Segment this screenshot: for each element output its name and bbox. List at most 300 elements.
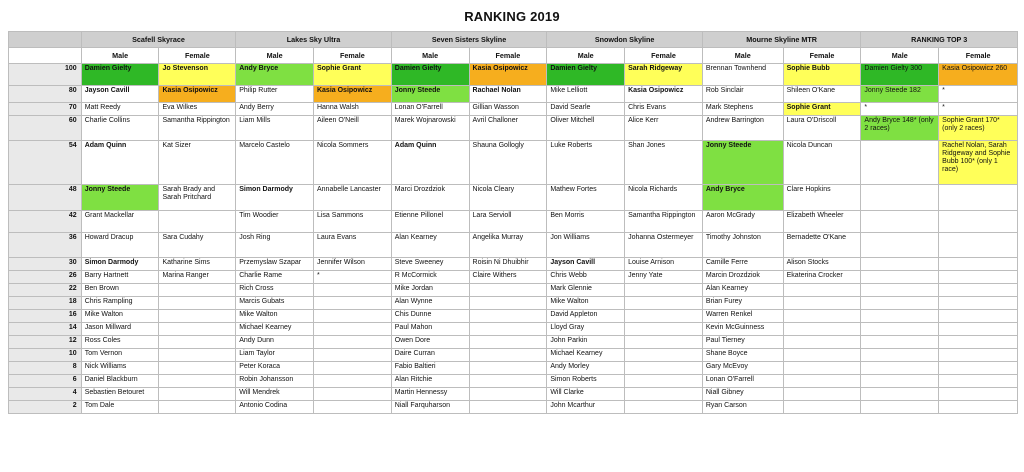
male-name-cell: Charlie Collins (81, 116, 159, 141)
female-name-cell (469, 362, 547, 375)
male-name-cell: Ben Morris (547, 211, 625, 233)
page-title: RANKING 2019 (464, 9, 560, 24)
female-name-cell: Sophie Bubb (783, 64, 861, 86)
male-name-cell: Andrew Barrington (702, 116, 783, 141)
male-name-cell (861, 297, 939, 310)
male-name-cell: Antonio Codina (236, 401, 314, 414)
male-name-cell: Chris Rampling (81, 297, 159, 310)
points-cell: 14 (9, 323, 82, 336)
points-cell: 26 (9, 271, 82, 284)
female-name-cell (939, 323, 1018, 336)
male-name-cell: Andy Morley (547, 362, 625, 375)
male-name-cell: Mike Jordan (391, 284, 469, 297)
male-name-cell: Daniel Blackburn (81, 375, 159, 388)
points-cell: 42 (9, 211, 82, 233)
male-name-cell (861, 336, 939, 349)
male-name-cell: Paul Mahon (391, 323, 469, 336)
female-name-cell (939, 336, 1018, 349)
male-name-cell: Ben Brown (81, 284, 159, 297)
male-name-cell: Steve Sweeney (391, 258, 469, 271)
female-name-cell: Kasia Osipowicz (313, 86, 391, 103)
female-header: Female (469, 48, 547, 64)
male-name-cell (861, 141, 939, 185)
female-name-cell (783, 362, 861, 375)
ranking-row (9, 284, 1018, 297)
female-name-cell (159, 388, 236, 401)
male-name-cell: Matt Reedy (81, 103, 159, 116)
points-cell: 36 (9, 233, 82, 258)
male-name-cell: Jayson Cavill (547, 258, 625, 271)
female-name-cell (159, 362, 236, 375)
male-name-cell (861, 233, 939, 258)
race-header: Seven Sisters Skyline (391, 32, 547, 48)
ranking-row (9, 362, 1018, 375)
male-name-cell: Sebastien Betouret (81, 388, 159, 401)
male-name-cell: Andy Dunn (236, 336, 314, 349)
male-name-cell: Jonny Steede 182 (861, 86, 939, 103)
female-name-cell: Angelika Murray (469, 233, 547, 258)
female-name-cell: * (939, 103, 1018, 116)
male-name-cell (861, 310, 939, 323)
female-header: Female (939, 48, 1018, 64)
female-name-cell: Johanna Ostermeyer (625, 233, 703, 258)
male-name-cell: Adam Quinn (81, 141, 159, 185)
female-name-cell (159, 375, 236, 388)
male-name-cell: Peter Koraca (236, 362, 314, 375)
male-name-cell (861, 258, 939, 271)
female-name-cell: Katharine Sims (159, 258, 236, 271)
male-name-cell: Brennan Townhend (702, 64, 783, 86)
female-name-cell (159, 284, 236, 297)
female-name-cell (313, 297, 391, 310)
female-name-cell (469, 349, 547, 362)
male-name-cell: Mike Lelliott (547, 86, 625, 103)
female-name-cell: Nicola Cleary (469, 185, 547, 211)
points-cell: 30 (9, 258, 82, 271)
male-name-cell: Paul Tierney (702, 336, 783, 349)
male-name-cell: Damien Gielty (547, 64, 625, 86)
ranking-row (9, 375, 1018, 388)
male-name-cell: Camille Ferre (702, 258, 783, 271)
female-name-cell (469, 323, 547, 336)
male-name-cell: Marcin Drozdziok (702, 271, 783, 284)
male-name-cell: Rich Cross (236, 284, 314, 297)
male-name-cell: Kevin McGuinness (702, 323, 783, 336)
male-name-cell: Timothy Johnston (702, 233, 783, 258)
male-name-cell (861, 388, 939, 401)
female-name-cell (939, 284, 1018, 297)
male-name-cell: Jason Millward (81, 323, 159, 336)
male-name-cell: Alan Kearney (391, 233, 469, 258)
female-name-cell (939, 362, 1018, 375)
male-name-cell: Howard Dracup (81, 233, 159, 258)
male-name-cell: Owen Dore (391, 336, 469, 349)
male-header: Male (702, 48, 783, 64)
male-name-cell: Mike Walton (81, 310, 159, 323)
male-name-cell (861, 284, 939, 297)
ranking-row (9, 86, 1018, 103)
ranking-row (9, 103, 1018, 116)
male-name-cell: Marcis Gubats (236, 297, 314, 310)
female-name-cell: Kasia Osipowicz (469, 64, 547, 86)
race-header: Snowdon Skyline (547, 32, 703, 48)
female-name-cell (625, 362, 703, 375)
male-name-cell: Jonny Steede (391, 86, 469, 103)
female-name-cell (625, 349, 703, 362)
male-name-cell: Marci Drozdziok (391, 185, 469, 211)
points-cell: 12 (9, 336, 82, 349)
female-name-cell (939, 233, 1018, 258)
points-cell: 54 (9, 141, 82, 185)
female-name-cell (469, 297, 547, 310)
race-header: Mourne Skyline MTR (702, 32, 861, 48)
points-cell: 48 (9, 185, 82, 211)
female-name-cell (625, 310, 703, 323)
female-name-cell: Alison Stocks (783, 258, 861, 271)
male-name-cell: Simon Darmody (81, 258, 159, 271)
male-name-cell: Lonan O'Farrell (702, 375, 783, 388)
female-name-cell: Laura Evans (313, 233, 391, 258)
male-name-cell: Simon Darmody (236, 185, 314, 211)
male-name-cell: Oliver Mitchell (547, 116, 625, 141)
points-cell: 10 (9, 349, 82, 362)
male-name-cell: Michael Kearney (236, 323, 314, 336)
female-name-cell (313, 375, 391, 388)
female-name-cell: Laura O'Driscoll (783, 116, 861, 141)
female-name-cell (159, 310, 236, 323)
female-name-cell: Louise Arnison (625, 258, 703, 271)
ranking-row (9, 336, 1018, 349)
male-name-cell: Warren Renkel (702, 310, 783, 323)
female-header: Female (783, 48, 861, 64)
male-name-cell: Tom Vernon (81, 349, 159, 362)
female-name-cell: * (939, 86, 1018, 103)
female-name-cell (783, 375, 861, 388)
female-name-cell (939, 258, 1018, 271)
ranking-row (9, 64, 1018, 86)
male-name-cell: Ross Coles (81, 336, 159, 349)
ranking-row (9, 211, 1018, 233)
female-name-cell (159, 323, 236, 336)
female-name-cell: Alice Kerr (625, 116, 703, 141)
female-name-cell (313, 401, 391, 414)
male-name-cell: Will Clarke (547, 388, 625, 401)
female-name-cell (313, 388, 391, 401)
female-name-cell: Nicola Richards (625, 185, 703, 211)
female-name-cell (939, 271, 1018, 284)
male-name-cell: Liam Taylor (236, 349, 314, 362)
female-name-cell (783, 349, 861, 362)
female-name-cell (939, 375, 1018, 388)
male-name-cell: Damien Gielty (81, 64, 159, 86)
female-name-cell: Kasia Osipowicz (625, 86, 703, 103)
female-name-cell (625, 336, 703, 349)
female-name-cell: Shileen O'Kane (783, 86, 861, 103)
male-name-cell: Grant Mackellar (81, 211, 159, 233)
female-name-cell (313, 336, 391, 349)
male-name-cell: Andy Bryce (702, 185, 783, 211)
ranking-row (9, 310, 1018, 323)
male-name-cell: Josh Ring (236, 233, 314, 258)
female-name-cell (939, 297, 1018, 310)
female-name-cell: Chris Evans (625, 103, 703, 116)
male-name-cell: Aaron McGrady (702, 211, 783, 233)
male-name-cell: Tim Woodier (236, 211, 314, 233)
male-name-cell: Brian Furey (702, 297, 783, 310)
male-name-cell (861, 185, 939, 211)
male-name-cell: Robin Johansson (236, 375, 314, 388)
female-name-cell: Sara Cudahy (159, 233, 236, 258)
female-name-cell (625, 388, 703, 401)
male-name-cell: David Appleton (547, 310, 625, 323)
female-name-cell: Elizabeth Wheeler (783, 211, 861, 233)
female-name-cell (159, 349, 236, 362)
female-name-cell (939, 185, 1018, 211)
male-name-cell (861, 349, 939, 362)
male-name-cell: John Mcarthur (547, 401, 625, 414)
female-name-cell: Annabelle Lancaster (313, 185, 391, 211)
male-name-cell: Barry Hartnett (81, 271, 159, 284)
female-name-cell: Samantha Rippington (159, 116, 236, 141)
female-name-cell (313, 284, 391, 297)
female-name-cell: Jenny Yate (625, 271, 703, 284)
ranking-row (9, 323, 1018, 336)
female-name-cell (783, 388, 861, 401)
male-name-cell: Jon Williams (547, 233, 625, 258)
female-name-cell: Sophie Grant 170* (only 2 races) (939, 116, 1018, 141)
male-name-cell: David Searle (547, 103, 625, 116)
female-header: Female (313, 48, 391, 64)
male-name-cell: Chris Webb (547, 271, 625, 284)
female-name-cell (783, 401, 861, 414)
points-cell: 100 (9, 64, 82, 86)
male-name-cell: Alan Ritchie (391, 375, 469, 388)
female-name-cell: Sarah Ridgeway (625, 64, 703, 86)
male-name-cell: Mark Stephens (702, 103, 783, 116)
female-name-cell (783, 310, 861, 323)
female-name-cell (313, 362, 391, 375)
points-cell: 22 (9, 284, 82, 297)
male-name-cell: Adam Quinn (391, 141, 469, 185)
male-name-cell: Philip Rutter (236, 86, 314, 103)
male-name-cell: Liam Mills (236, 116, 314, 141)
male-name-cell: Gary McEvoy (702, 362, 783, 375)
male-name-cell: Damien Gielty 300 (861, 64, 939, 86)
female-name-cell: Hanna Walsh (313, 103, 391, 116)
female-name-cell: Avril Challoner (469, 116, 547, 141)
female-name-cell (159, 401, 236, 414)
male-name-cell: Jayson Cavill (81, 86, 159, 103)
female-name-cell (469, 284, 547, 297)
male-name-cell: Charlie Rame (236, 271, 314, 284)
male-name-cell: Ryan Carson (702, 401, 783, 414)
female-name-cell: Kat Sizer (159, 141, 236, 185)
ranking-body (9, 64, 1018, 414)
male-header: Male (236, 48, 314, 64)
ranking-row (9, 116, 1018, 141)
male-name-cell: Michael Kearney (547, 349, 625, 362)
male-name-cell: Will Mendrek (236, 388, 314, 401)
female-name-cell (625, 284, 703, 297)
female-name-cell: Bernadette O'Kane (783, 233, 861, 258)
male-name-cell: Alan Kearney (702, 284, 783, 297)
male-name-cell (861, 401, 939, 414)
ranking-row (9, 297, 1018, 310)
female-name-cell: Kasia Osipowicz (159, 86, 236, 103)
ranking-table (8, 31, 1018, 414)
points-cell: 18 (9, 297, 82, 310)
female-name-cell: Aileen O'Neill (313, 116, 391, 141)
male-name-cell: Daire Curran (391, 349, 469, 362)
male-name-cell: Rob Sinclair (702, 86, 783, 103)
female-name-cell: Nicola Duncan (783, 141, 861, 185)
male-name-cell: Lonan O'Farrell (391, 103, 469, 116)
female-name-cell: Nicola Sommers (313, 141, 391, 185)
male-name-cell: Mathew Fortes (547, 185, 625, 211)
male-name-cell: Mike Walton (236, 310, 314, 323)
female-name-cell: Ekaterina Crocker (783, 271, 861, 284)
female-name-cell (625, 297, 703, 310)
male-name-cell: Lloyd Gray (547, 323, 625, 336)
female-name-cell (313, 310, 391, 323)
points-cell: 70 (9, 103, 82, 116)
male-name-cell (861, 375, 939, 388)
female-name-cell (469, 401, 547, 414)
female-name-cell: Gillian Wasson (469, 103, 547, 116)
female-name-cell: Clare Hopkins (783, 185, 861, 211)
male-name-cell: Marek Wojnarowski (391, 116, 469, 141)
male-header: Male (861, 48, 939, 64)
ranking-row (9, 349, 1018, 362)
race-header-row (9, 32, 1018, 48)
ranking-row (9, 185, 1018, 211)
female-name-cell: Kasia Osipowicz 260 (939, 64, 1018, 86)
gender-header-row (9, 48, 1018, 64)
female-name-cell (939, 401, 1018, 414)
male-name-cell: Luke Roberts (547, 141, 625, 185)
female-name-cell: Eva Wilkes (159, 103, 236, 116)
female-name-cell (159, 211, 236, 233)
male-name-cell: Chis Dunne (391, 310, 469, 323)
male-name-cell (861, 323, 939, 336)
female-name-cell (939, 349, 1018, 362)
corner-cell (9, 32, 82, 48)
female-name-cell (783, 297, 861, 310)
female-name-cell: Jo Stevenson (159, 64, 236, 86)
female-name-cell: Lara Servioll (469, 211, 547, 233)
male-header: Male (391, 48, 469, 64)
female-name-cell (469, 336, 547, 349)
female-name-cell: Jennifer Wilson (313, 258, 391, 271)
points-cell: 2 (9, 401, 82, 414)
female-name-cell (469, 310, 547, 323)
female-name-cell: Rachel Nolan, Sarah Ridgeway and Sophie Bubb 100* (only 1 race) (939, 141, 1018, 185)
female-name-cell (313, 323, 391, 336)
points-cell: 8 (9, 362, 82, 375)
female-name-cell (159, 336, 236, 349)
male-name-cell: Alan Wynne (391, 297, 469, 310)
female-name-cell (625, 323, 703, 336)
male-name-cell: Nick Williams (81, 362, 159, 375)
female-name-cell (159, 297, 236, 310)
female-name-cell: Lisa Sammons (313, 211, 391, 233)
female-name-cell (469, 388, 547, 401)
male-name-cell: Andy Bryce (236, 64, 314, 86)
male-name-cell: Simon Roberts (547, 375, 625, 388)
female-name-cell: Shan Jones (625, 141, 703, 185)
ranking-row (9, 258, 1018, 271)
male-name-cell: Martin Hennessy (391, 388, 469, 401)
male-header: Male (547, 48, 625, 64)
male-name-cell: Niall Gibney (702, 388, 783, 401)
female-name-cell (939, 310, 1018, 323)
male-name-cell: Jonny Steede (81, 185, 159, 211)
female-name-cell: Samantha Rippington (625, 211, 703, 233)
male-name-cell: Damien Gielty (391, 64, 469, 86)
female-name-cell (783, 323, 861, 336)
points-cell: 6 (9, 375, 82, 388)
male-name-cell: Jonny Steede (702, 141, 783, 185)
female-name-cell (625, 375, 703, 388)
male-name-cell: Tom Dale (81, 401, 159, 414)
female-name-cell: Roisin Ni Dhuibhir (469, 258, 547, 271)
male-name-cell: Shane Boyce (702, 349, 783, 362)
female-name-cell: Marina Ranger (159, 271, 236, 284)
points-cell: 4 (9, 388, 82, 401)
male-name-cell (861, 362, 939, 375)
female-name-cell (939, 388, 1018, 401)
male-name-cell: * (861, 103, 939, 116)
corner-cell (9, 48, 82, 64)
male-name-cell: Fabio Baltieri (391, 362, 469, 375)
female-name-cell: Sarah Brady and Sarah Pritchard (159, 185, 236, 211)
points-cell: 80 (9, 86, 82, 103)
ranking-row (9, 233, 1018, 258)
male-name-cell (861, 211, 939, 233)
male-name-cell: Etienne Pillonel (391, 211, 469, 233)
points-cell: 16 (9, 310, 82, 323)
female-name-cell (313, 349, 391, 362)
female-name-cell (469, 375, 547, 388)
male-name-cell: John Parkin (547, 336, 625, 349)
female-name-cell (783, 284, 861, 297)
male-name-cell (861, 271, 939, 284)
female-name-cell: Sophie Grant (783, 103, 861, 116)
ranking-row (9, 271, 1018, 284)
female-name-cell: Shauna Gollogly (469, 141, 547, 185)
male-name-cell: Marcelo Castelo (236, 141, 314, 185)
male-name-cell: Andy Bryce 148* (only 2 races) (861, 116, 939, 141)
female-name-cell: Rachael Nolan (469, 86, 547, 103)
male-name-cell: Andy Berry (236, 103, 314, 116)
race-header: Lakes Sky Ultra (236, 32, 392, 48)
female-name-cell (783, 336, 861, 349)
race-header: RANKING TOP 3 (861, 32, 1018, 48)
male-header: Male (81, 48, 159, 64)
female-name-cell: Claire Withers (469, 271, 547, 284)
female-header: Female (159, 48, 236, 64)
male-name-cell: R McCormick (391, 271, 469, 284)
female-header: Female (625, 48, 703, 64)
ranking-row (9, 388, 1018, 401)
female-name-cell: * (313, 271, 391, 284)
points-cell: 60 (9, 116, 82, 141)
female-name-cell (625, 401, 703, 414)
ranking-row (9, 401, 1018, 414)
female-name-cell: Sophie Grant (313, 64, 391, 86)
male-name-cell: Mike Walton (547, 297, 625, 310)
female-name-cell (939, 211, 1018, 233)
